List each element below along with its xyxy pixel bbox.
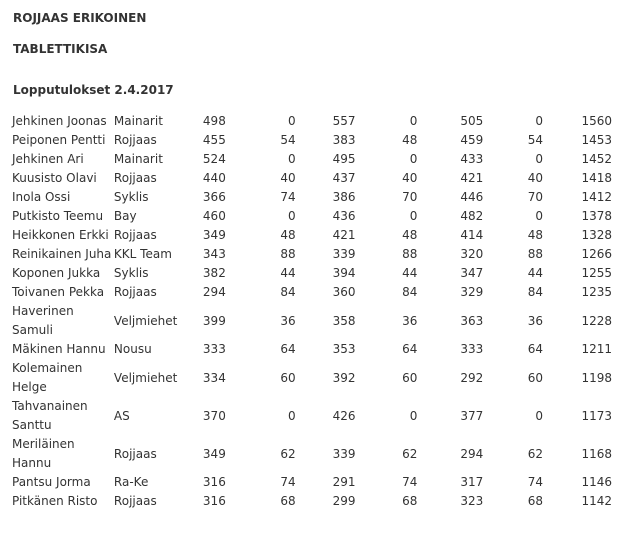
round1-bonus: 0 xyxy=(288,408,296,423)
round1-score: 370 xyxy=(202,408,226,423)
result-row xyxy=(12,283,612,302)
result-row xyxy=(12,112,612,131)
round2-bonus: 60 xyxy=(402,370,418,385)
round2-score: 299 xyxy=(332,494,356,508)
round3-score: 329 xyxy=(460,285,484,299)
results-title: Lopputulokset 2.4.2017 xyxy=(13,83,174,97)
competitor-name: Putkisto Teemu xyxy=(12,209,104,223)
round3-score: 505 xyxy=(460,114,484,128)
round1-score: 316 xyxy=(202,494,226,508)
total-score: 1146 xyxy=(581,475,612,489)
round1-score: 366 xyxy=(202,190,226,204)
competitor-name: Inola Ossi xyxy=(12,190,71,204)
round2-score: 353 xyxy=(332,342,356,356)
round3-score: 414 xyxy=(460,228,484,242)
round1-score: 455 xyxy=(202,133,226,147)
round3-bonus: 84 xyxy=(527,285,544,299)
round2-score: 437 xyxy=(332,171,356,185)
round2-score: 557 xyxy=(332,114,356,128)
result-row xyxy=(12,169,612,188)
round2-bonus: 64 xyxy=(402,342,418,356)
competitor-name: Jehkinen Joonas xyxy=(12,114,107,128)
round2-bonus: 70 xyxy=(402,190,418,204)
competitor-name: Peiponen Pentti xyxy=(12,133,106,147)
competitor-name: Pitkänen Risto xyxy=(12,494,98,508)
round2-bonus: 36 xyxy=(402,313,418,328)
result-row xyxy=(12,473,612,492)
result-row xyxy=(12,131,612,150)
round1-bonus: 60 xyxy=(280,370,296,385)
competitor-club: Mainarit xyxy=(113,152,163,166)
total-score: 1412 xyxy=(581,190,612,204)
round3-bonus: 0 xyxy=(535,408,544,423)
result-row xyxy=(12,245,612,264)
round1-score: 334 xyxy=(202,370,226,385)
competitor-name: Mäkinen Hannu xyxy=(12,342,106,356)
round1-bonus: 40 xyxy=(280,171,296,185)
competitor-club: Rojjaas xyxy=(113,285,157,299)
competitor-name: Reinikainen Juha xyxy=(12,247,112,261)
round3-score: 433 xyxy=(460,152,484,166)
competitor-club: Rojjaas xyxy=(113,171,157,185)
round2-score: 392 xyxy=(332,370,356,385)
competitor-club: Veljmiehet xyxy=(113,370,178,385)
club-title: ROJJAAS ERIKOINEN xyxy=(13,11,147,25)
round1-bonus: 36 xyxy=(280,313,296,328)
round3-score: 320 xyxy=(460,247,484,261)
total-score: 1266 xyxy=(581,247,612,261)
round3-bonus: 62 xyxy=(527,446,544,461)
round3-bonus: 48 xyxy=(527,228,544,242)
total-score: 1452 xyxy=(581,152,612,166)
result-row xyxy=(12,264,612,283)
round1-bonus: 88 xyxy=(280,247,296,261)
round2-score: 360 xyxy=(332,285,356,299)
competitor-club: Rojjaas xyxy=(113,446,157,461)
round1-score: 294 xyxy=(202,285,226,299)
round1-bonus: 54 xyxy=(280,133,296,147)
results-table xyxy=(12,112,612,511)
round2-score: 339 xyxy=(332,247,356,261)
total-score: 1168 xyxy=(581,446,612,461)
total-score: 1560 xyxy=(581,114,612,128)
round1-bonus: 74 xyxy=(280,475,296,489)
round1-bonus: 74 xyxy=(280,190,296,204)
competitor-club: AS xyxy=(113,408,130,423)
round2-bonus: 74 xyxy=(402,475,418,489)
competitor-club: Rojjaas xyxy=(113,494,157,508)
round3-score: 482 xyxy=(460,209,484,223)
competitor-name: Tahvanainen Santtu xyxy=(12,399,88,432)
round3-bonus: 44 xyxy=(527,266,544,280)
total-score: 1453 xyxy=(581,133,612,147)
round2-score: 339 xyxy=(332,446,356,461)
round3-score: 363 xyxy=(460,313,484,328)
round3-score: 377 xyxy=(460,408,484,423)
round3-score: 323 xyxy=(460,494,484,508)
total-score: 1328 xyxy=(581,228,612,242)
round2-bonus: 48 xyxy=(402,133,418,147)
round2-score: 421 xyxy=(332,228,356,242)
total-score: 1235 xyxy=(581,285,612,299)
round3-score: 347 xyxy=(460,266,484,280)
round3-score: 459 xyxy=(460,133,484,147)
result-row xyxy=(12,397,612,435)
round2-score: 386 xyxy=(332,190,356,204)
round1-score: 524 xyxy=(202,152,226,166)
competitor-club: Veljmiehet xyxy=(113,313,178,328)
competitor-club: Syklis xyxy=(113,266,149,280)
round2-bonus: 0 xyxy=(409,408,418,423)
result-row xyxy=(12,150,612,169)
competitor-club: Rojjaas xyxy=(113,133,157,147)
total-score: 1418 xyxy=(581,171,612,185)
round2-bonus: 40 xyxy=(402,171,418,185)
competitor-name: Heikkonen Erkki xyxy=(12,228,109,242)
round1-score: 349 xyxy=(202,228,226,242)
round3-bonus: 64 xyxy=(527,342,544,356)
round3-bonus: 60 xyxy=(527,370,544,385)
round2-bonus: 0 xyxy=(409,209,418,223)
round1-score: 440 xyxy=(202,171,226,185)
competitor-name: Koponen Jukka xyxy=(12,266,101,280)
round1-score: 343 xyxy=(202,247,226,261)
total-score: 1142 xyxy=(581,494,612,508)
competitor-name: Haverinen Samuli xyxy=(12,304,74,337)
result-row xyxy=(12,340,612,359)
round1-score: 460 xyxy=(202,209,226,223)
round1-score: 333 xyxy=(202,342,226,356)
result-row xyxy=(12,492,612,511)
round3-score: 333 xyxy=(460,342,484,356)
total-score: 1198 xyxy=(581,370,612,385)
competitor-club: Nousu xyxy=(113,342,152,356)
round2-score: 358 xyxy=(332,313,356,328)
round2-bonus: 44 xyxy=(402,266,418,280)
round3-bonus: 0 xyxy=(535,152,544,166)
round1-bonus: 0 xyxy=(288,114,296,128)
round1-score: 316 xyxy=(202,475,226,489)
result-row xyxy=(12,302,612,340)
round3-score: 294 xyxy=(460,446,484,461)
round1-bonus: 64 xyxy=(280,342,296,356)
round2-score: 394 xyxy=(332,266,356,280)
competitor-name: Jehkinen Ari xyxy=(12,152,84,166)
round2-score: 291 xyxy=(332,475,356,489)
round3-bonus: 54 xyxy=(527,133,544,147)
result-row xyxy=(12,188,612,207)
competitor-club: Syklis xyxy=(113,190,149,204)
total-score: 1255 xyxy=(581,266,612,280)
result-row xyxy=(12,435,612,473)
round3-bonus: 0 xyxy=(535,114,544,128)
event-title: TABLETTIKISA xyxy=(13,42,108,56)
total-score: 1228 xyxy=(581,313,612,328)
round2-score: 383 xyxy=(332,133,356,147)
round3-bonus: 68 xyxy=(527,494,544,508)
round1-score: 382 xyxy=(202,266,226,280)
round2-bonus: 0 xyxy=(409,152,418,166)
results-table-body xyxy=(12,112,612,511)
round1-score: 498 xyxy=(202,114,226,128)
competitor-name: Kuusisto Olavi xyxy=(12,171,97,185)
round2-bonus: 0 xyxy=(409,114,418,128)
round2-bonus: 88 xyxy=(402,247,418,261)
round2-bonus: 48 xyxy=(402,228,418,242)
round1-bonus: 0 xyxy=(288,209,296,223)
total-score: 1173 xyxy=(581,408,612,423)
competitor-name: Meriläinen Hannu xyxy=(12,437,75,470)
round3-bonus: 74 xyxy=(527,475,544,489)
competitor-name: Pantsu Jorma xyxy=(12,475,91,489)
round2-score: 436 xyxy=(332,209,356,223)
round2-bonus: 68 xyxy=(402,494,418,508)
round3-score: 292 xyxy=(460,370,484,385)
result-row xyxy=(12,226,612,245)
competitor-name: Toivanen Pekka xyxy=(12,285,105,299)
total-score: 1211 xyxy=(581,342,612,356)
round2-bonus: 62 xyxy=(402,446,418,461)
competitor-club: KKL Team xyxy=(113,247,172,261)
round3-score: 446 xyxy=(460,190,484,204)
round1-bonus: 68 xyxy=(280,494,296,508)
round1-bonus: 0 xyxy=(288,152,296,166)
result-row xyxy=(12,359,612,397)
round3-bonus: 70 xyxy=(527,190,544,204)
round3-bonus: 88 xyxy=(527,247,544,261)
round2-score: 495 xyxy=(332,152,356,166)
round2-score: 426 xyxy=(332,408,356,423)
round3-bonus: 36 xyxy=(527,313,544,328)
round1-bonus: 48 xyxy=(280,228,296,242)
round3-score: 317 xyxy=(460,475,484,489)
total-score: 1378 xyxy=(581,209,612,223)
round3-bonus: 0 xyxy=(535,209,544,223)
round1-score: 399 xyxy=(202,313,226,328)
round1-bonus: 62 xyxy=(280,446,296,461)
round3-bonus: 40 xyxy=(527,171,544,185)
round2-bonus: 84 xyxy=(402,285,418,299)
competitor-club: Bay xyxy=(113,209,137,223)
competitor-name: Kolemainen Helge xyxy=(12,361,83,394)
competitor-club: Ra-Ke xyxy=(113,475,149,489)
round1-score: 349 xyxy=(202,446,226,461)
round1-bonus: 44 xyxy=(280,266,296,280)
round1-bonus: 84 xyxy=(280,285,296,299)
competitor-club: Rojjaas xyxy=(113,228,157,242)
round3-score: 421 xyxy=(460,171,484,185)
competitor-club: Mainarit xyxy=(113,114,163,128)
result-row xyxy=(12,207,612,226)
